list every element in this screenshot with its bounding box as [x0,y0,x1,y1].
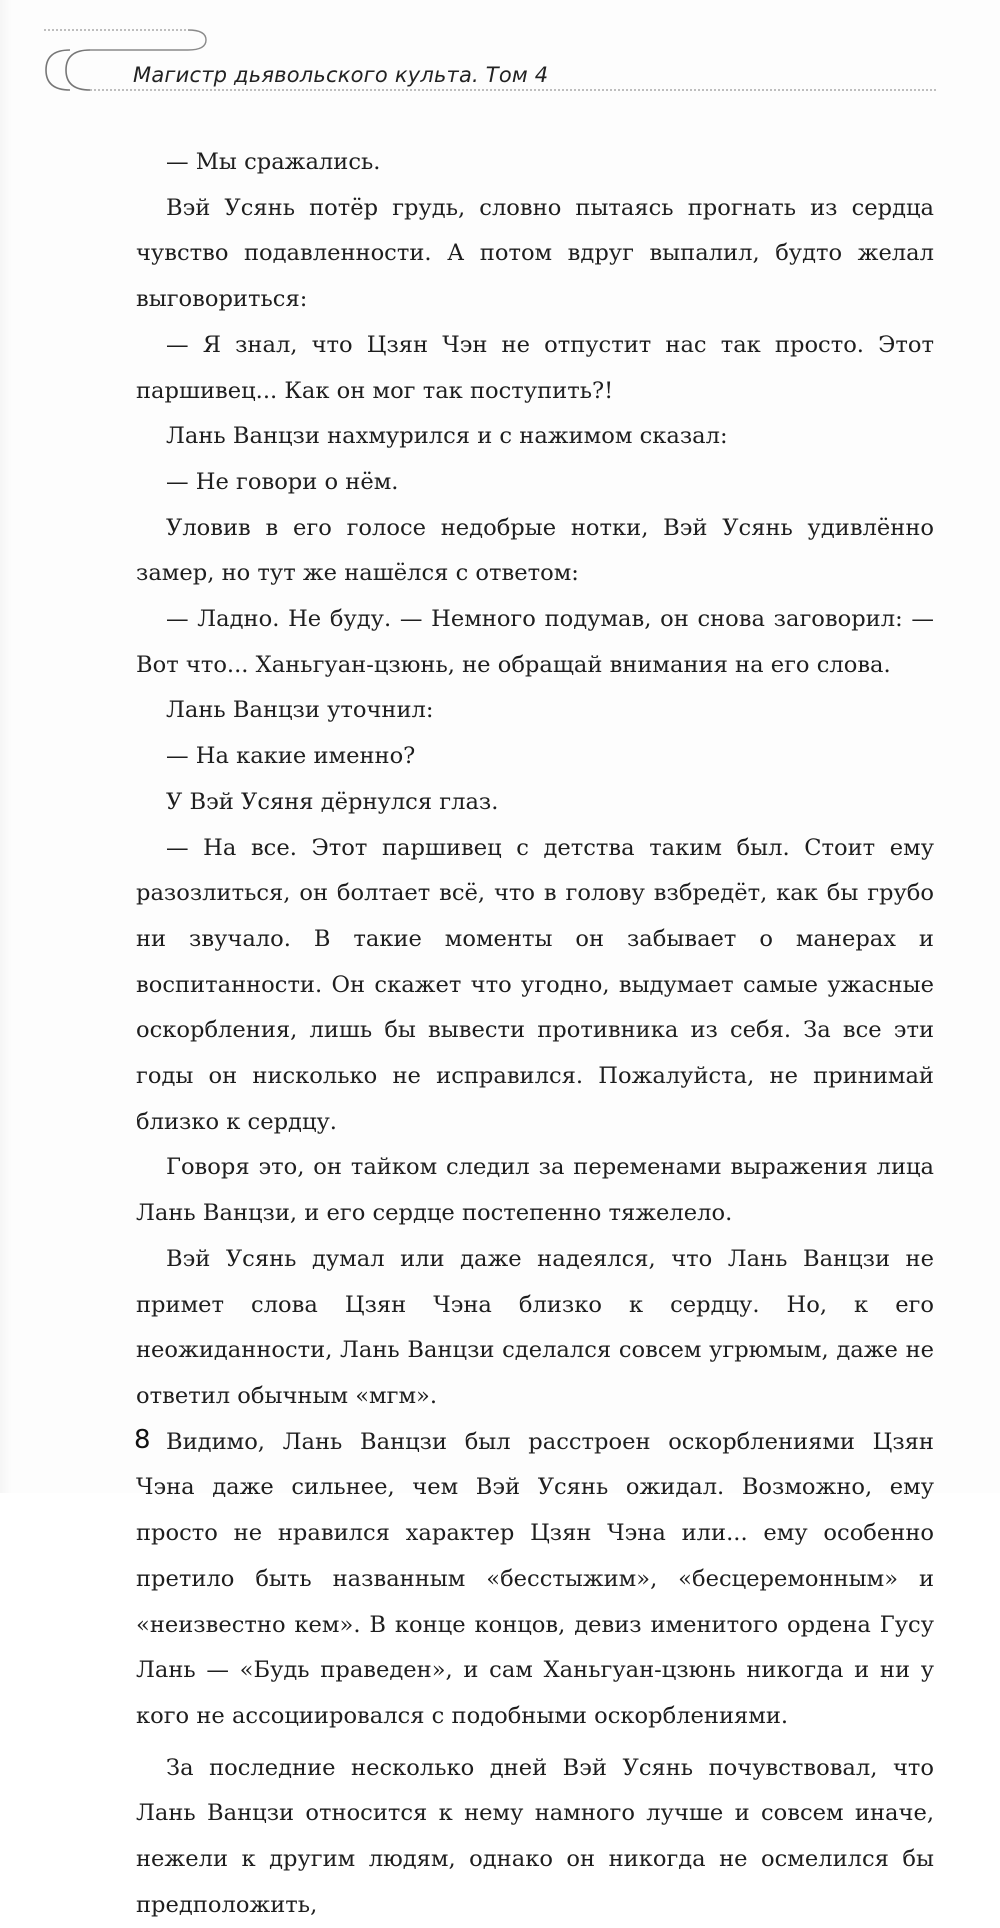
paragraph: — Не говори о нём. [166,468,399,495]
paragraph: Говоря это, он тайком следил за переменами выражения лица Лань Ванцзи, и его сердце постепенно тяжелело. [136,1154,934,1227]
paragraph: — На какие именно? [166,743,416,770]
paragraph: Вэй Усянь потёр грудь, словно пытаясь прогнать из сердца чувство подавленности. А потом вдруг выпалил, будто желал выговориться: [136,194,934,313]
page-number: 8 [134,1425,151,1455]
running-header [38,22,938,96]
paragraph: Вэй Усянь думал или даже надеялся, что Лань Ванцзи не примет слова Цзян Чэна близко к сердцу. Но, к его неожиданности, Лань Ванцзи сделался совсем угрюмым, даже не ответил обычным «мгм». [136,1245,934,1409]
paragraph: За последние несколько дней Вэй Усянь почувствовал, что Лань Ванцзи относится к нему намного лучше и совсем иначе, нежели к другим людям, однако он никогда не осмелился бы предположить, [136,1754,934,1918]
paragraph: — Я знал, что Цзян Чэн не отпустит нас так просто. Этот паршивец... Как он мог так поступить?! [136,331,934,404]
paragraph: У Вэй Усяня дёрнулся глаз. [166,788,499,815]
paragraph: Лань Ванцзи нахмурился и с нажимом сказал: [166,423,728,450]
paragraph: — На все. Этот паршивец с детства таким был. Стоит ему разозлиться, он болтает всё, что в голову взбредёт, как бы грубо ни звучало. В такие моменты он забывает о манерах и воспитанности. Он скажет что угодно, выдумает самые ужасные оскорбления, лишь бы вывести противника из себя. За все эти годы он нисколько не исправился. Пожалуйста, не принимай близко к сердцу. [136,834,934,1135]
paragraph: Видимо, Лань Ванцзи был расстроен оскорблениями Цзян Чэна даже сильнее, чем Вэй Усянь ожидал. Возможно, ему просто не нравился характер Цзян Чэна или... ему особенно претило быть названным «бесстыжим», «бесцеремонным» и «неизвестно кем». В конце концов, девиз именитого ордена Гусу Лань — «Будь праведен», и сам Ханьгуан-цзюнь никогда и ни у кого не ассоциировался с подобными оскорблениями. [136,1428,934,1729]
paragraph: — Ладно. Не буду. — Немного подумав, он снова заговорил: — Вот что... Ханьгуан-цзюнь, не обращай внимания на его слова. [136,606,934,678]
binding-shadow [0,0,12,1493]
paragraph: Уловив в его голосе недобрые нотки, Вэй Усянь удивлённо замер, но тут же нашёлся с ответом: [136,514,934,587]
paragraph: — Мы сражались. [166,149,381,175]
running-header-title: Магистр дьявольского культа. Том 4 [133,63,549,87]
body-text [136,140,934,1928]
paragraph: Лань Ванцзи уточнил: [166,697,434,724]
